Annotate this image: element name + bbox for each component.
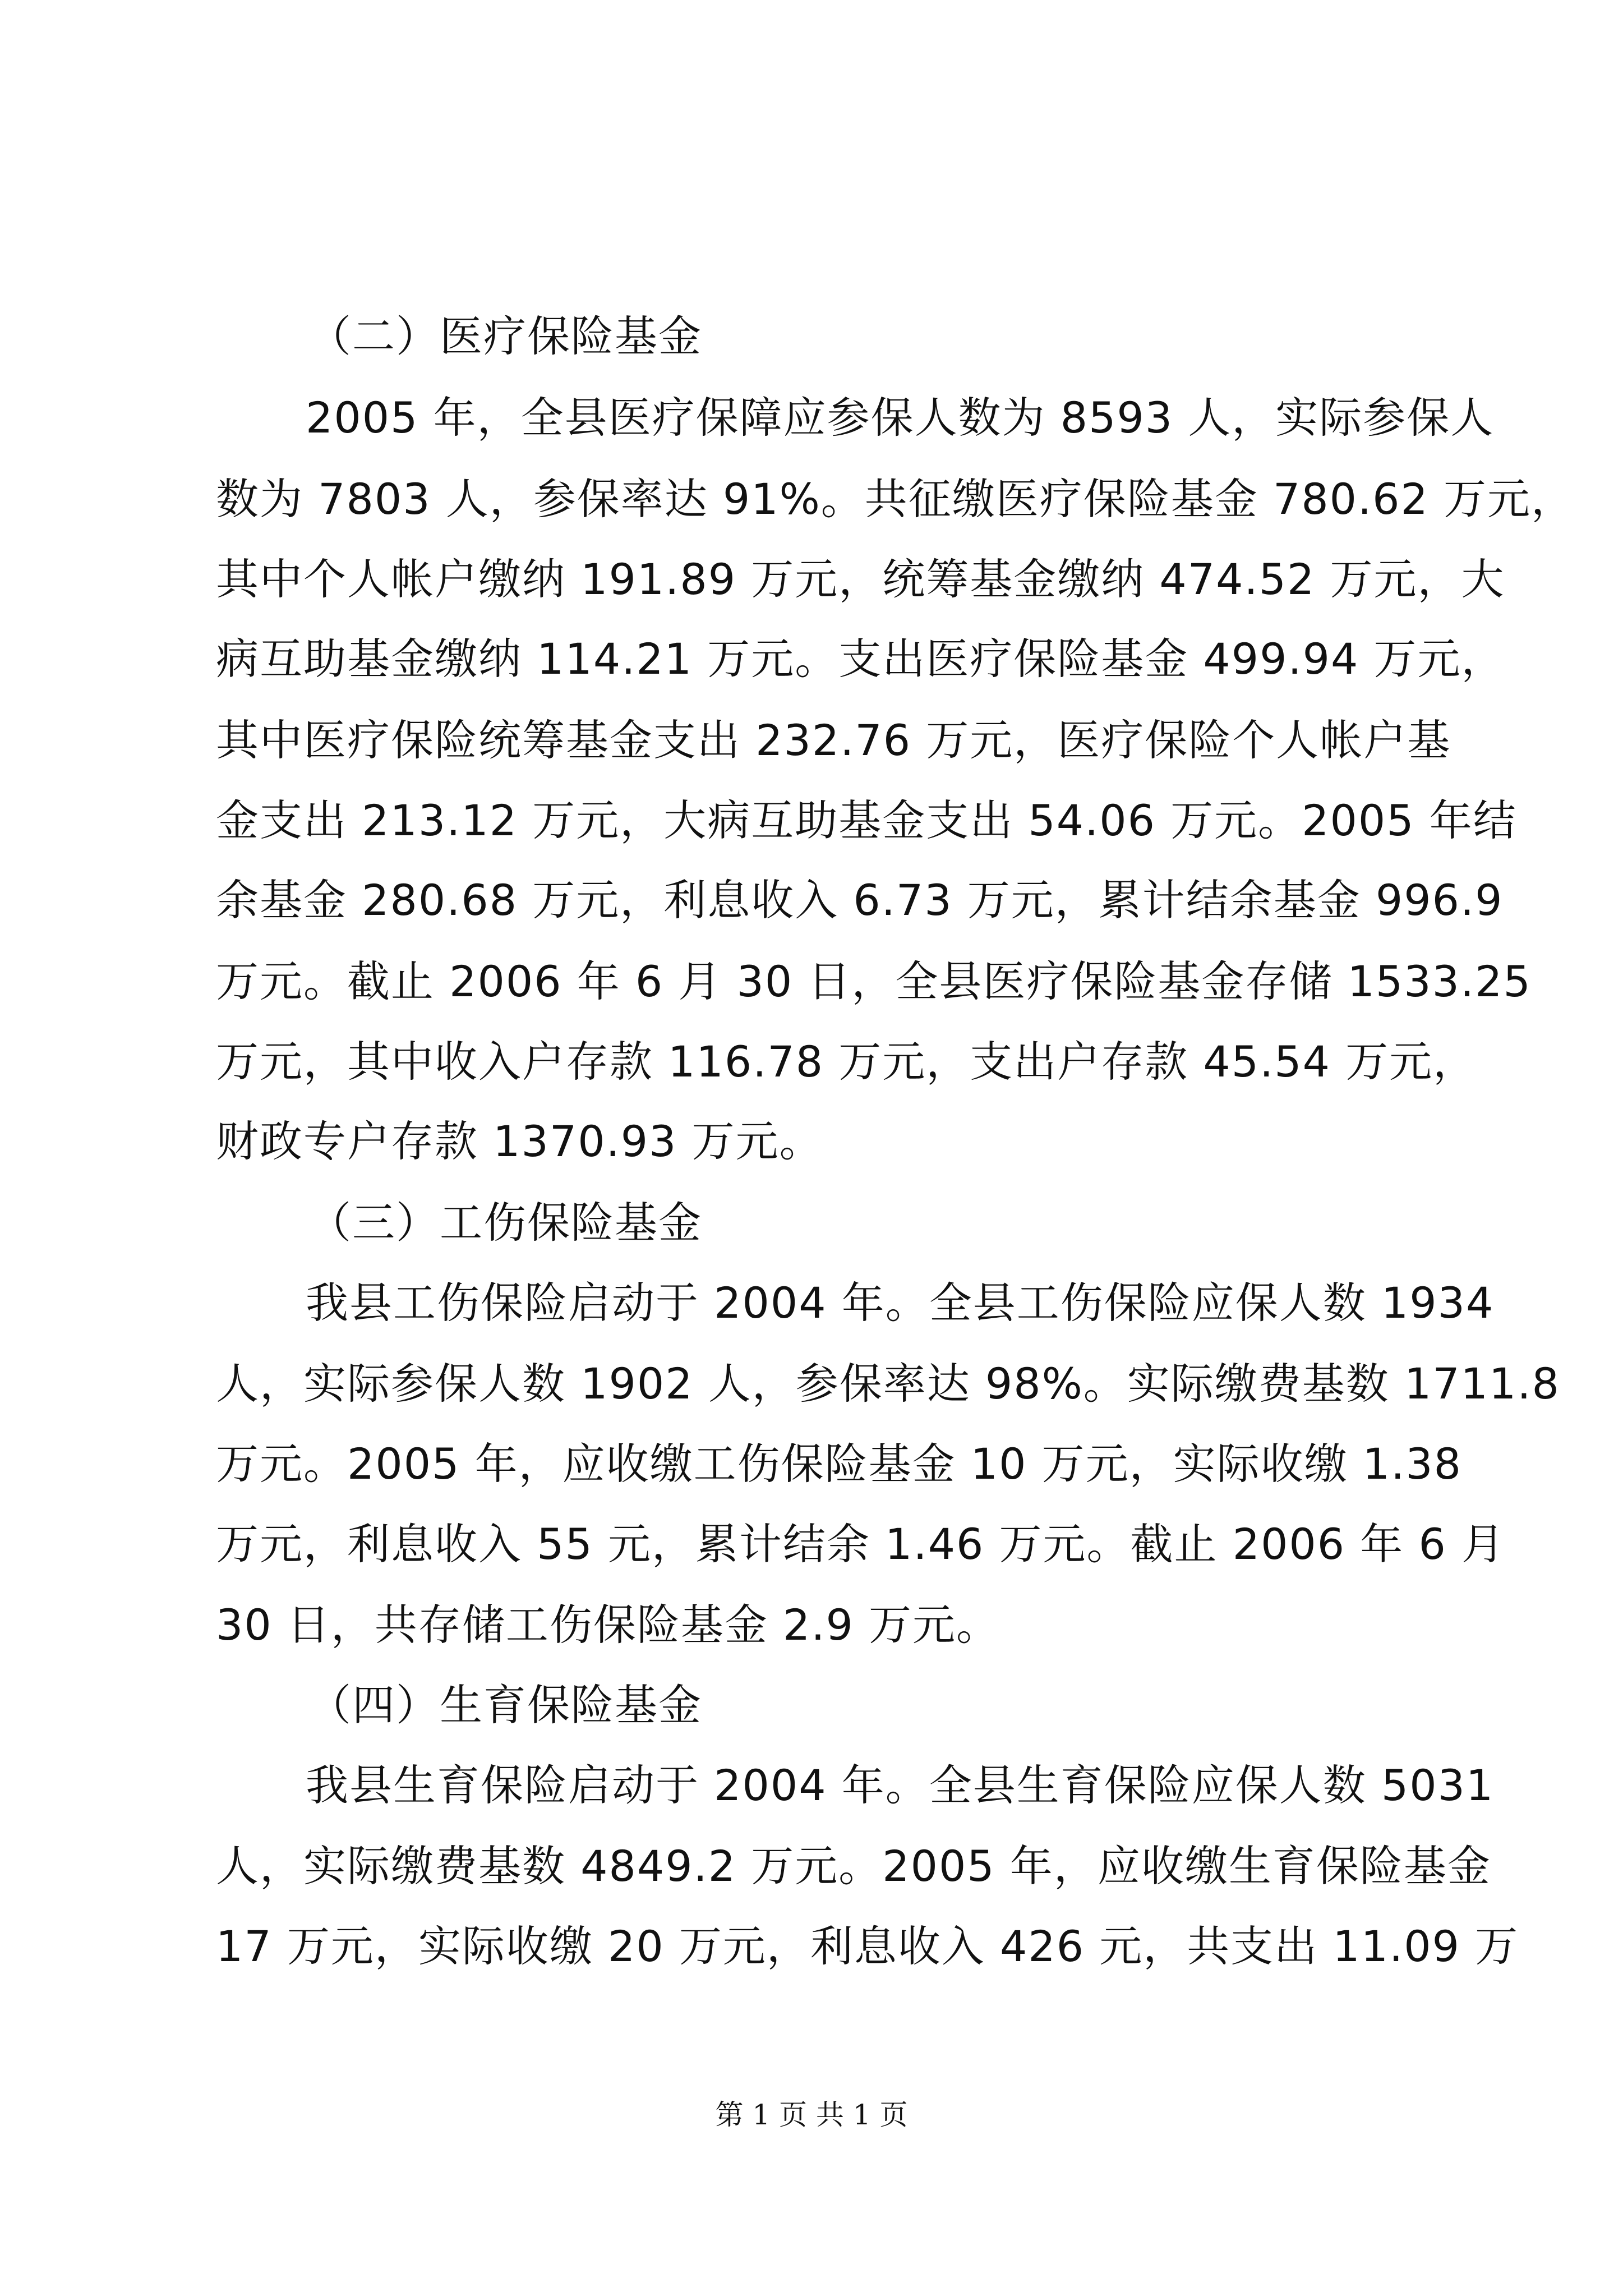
paragraph-line: 万元。2005 年，应收缴工伤保险基金 10 万元，实际收缴 1.38 <box>216 1439 1462 1489</box>
paragraph-line: 万元。截止 2006 年 6 月 30 日，全县医疗保险基金存储 1533.25 <box>216 956 1532 1006</box>
paragraph-line: 我县生育保险启动于 2004 年。全县生育保险应保人数 5031 <box>306 1760 1495 1810</box>
page-footer: 第 1 页 共 1 页 <box>715 2099 908 2131</box>
section-heading-work-injury-insurance: （三）工伤保险基金 <box>308 1198 702 1248</box>
paragraph-line: 数为 7803 人，参保率达 91%。共征缴医疗保险基金 780.62 万元， <box>216 474 1575 524</box>
paragraph-line: 2005 年，全县医疗保障应参保人数为 8593 人，实际参保人 <box>306 393 1495 443</box>
paragraph-line: 人，实际参保人数 1902 人，参保率达 98%。实际缴费基数 1711.8 <box>216 1359 1560 1409</box>
paragraph-line: 17 万元，实际收缴 20 万元，利息收入 426 元，共支出 11.09 万 <box>216 1921 1519 1971</box>
paragraph-line: 30 日，共存储工伤保险基金 2.9 万元。 <box>216 1600 1000 1650</box>
section-heading-maternity-insurance: （四）生育保险基金 <box>308 1680 702 1730</box>
paragraph-line: 金支出 213.12 万元，大病互助基金支出 54.06 万元。2005 年结 <box>216 795 1517 845</box>
paragraph-line: 我县工伤保险启动于 2004 年。全县工伤保险应保人数 1934 <box>306 1278 1495 1328</box>
paragraph-line: 万元，利息收入 55 元，累计结余 1.46 万元。截止 2006 年 6 月 <box>216 1519 1505 1569</box>
paragraph-line: 其中个人帐户缴纳 191.89 万元，统筹基金缴纳 474.52 万元，大 <box>216 554 1505 604</box>
paragraph-line: 万元，其中收入户存款 116.78 万元，支出户存款 45.54 万元， <box>216 1037 1477 1087</box>
paragraph-line: 人，实际缴费基数 4849.2 万元。2005 年，应收缴生育保险基金 <box>216 1841 1491 1891</box>
paragraph-line: 病互助基金缴纳 114.21 万元。支出医疗保险基金 499.94 万元， <box>216 634 1505 684</box>
section-heading-medical-insurance: （二）医疗保险基金 <box>308 311 702 361</box>
paragraph-line: 余基金 280.68 万元，利息收入 6.73 万元，累计结余基金 996.9 <box>216 875 1504 925</box>
paragraph-line: 财政专户存款 1370.93 万元。 <box>216 1116 823 1166</box>
paragraph-line: 其中医疗保险统筹基金支出 232.76 万元，医疗保险个人帐户基 <box>216 715 1451 765</box>
